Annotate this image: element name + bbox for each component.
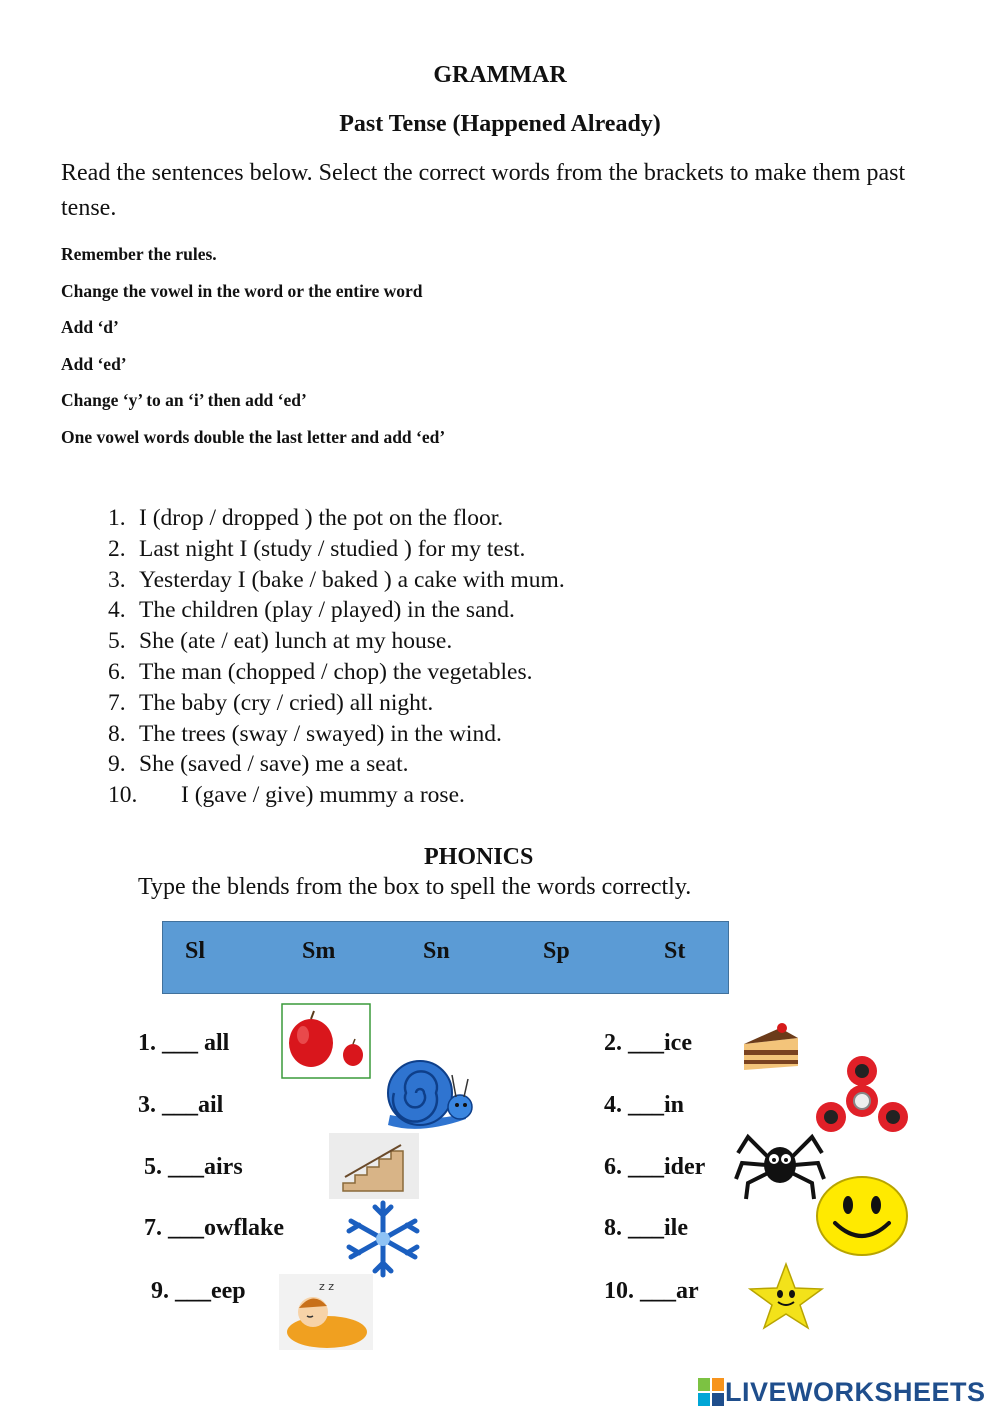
snail-icon (380, 1053, 476, 1137)
rule-item: Change ‘y’ to an ‘i’ then add ‘ed’ (61, 390, 307, 410)
spider-icon (734, 1123, 826, 1203)
sentence-text[interactable]: I (drop / dropped ) the pot on the floor. (139, 505, 504, 531)
blend-blank-input[interactable]: ___ (628, 1092, 664, 1118)
apple-icon (281, 1003, 371, 1079)
phonics-word-2 (604, 1030, 692, 1057)
sentence-number: 8. (108, 721, 126, 747)
cake-slice-icon (740, 1020, 804, 1072)
rule-item: Add ‘d’ (61, 317, 119, 337)
word-number: 2. (604, 1030, 622, 1056)
sentence-number: 10. (108, 782, 138, 808)
phonics-word-5 (144, 1154, 243, 1181)
blend-blank-input[interactable]: ___ (162, 1030, 198, 1056)
sentence-text[interactable]: The children (play / played) in the sand. (139, 597, 515, 623)
sentence-text[interactable]: She (saved / save) me a seat. (139, 751, 409, 777)
word-ending: all (204, 1030, 230, 1056)
blend-box (162, 921, 729, 994)
word-ending: eep (211, 1278, 246, 1304)
word-number: 7. (144, 1215, 162, 1241)
sentence-text[interactable]: She (ate / eat) lunch at my house. (139, 628, 453, 654)
rule-item: One vowel words double the last letter and add ‘ed’ (61, 427, 446, 447)
word-number: 8. (604, 1215, 622, 1241)
phonics-word-3 (138, 1092, 223, 1119)
blend-blank-input[interactable]: ___ (162, 1092, 198, 1118)
word-number: 9. (151, 1278, 169, 1304)
star-icon (748, 1262, 824, 1330)
grammar-instructions: Read the sentences below. Select the correct words from the brackets to make them past tense. (61, 160, 906, 221)
rule-item: Remember the rules. (61, 244, 217, 264)
word-number: 4. (604, 1092, 622, 1118)
phonics-word-4 (604, 1092, 684, 1119)
sentence-text[interactable]: The baby (cry / cried) all night. (139, 690, 434, 716)
phonics-word-6 (604, 1154, 705, 1181)
word-ending: ar (676, 1278, 699, 1304)
phonics-word-8 (604, 1215, 688, 1242)
blend-blank-input[interactable]: ___ (628, 1215, 664, 1241)
sentence-text[interactable]: I (gave / give) mummy a rose. (181, 782, 465, 808)
phonics-word-1 (138, 1030, 229, 1057)
sentence-number: 6. (108, 659, 126, 685)
sentence-text[interactable]: Yesterday I (bake / baked ) a cake with mum. (139, 567, 565, 593)
grammar-subtitle: Past Tense (Happened Already) (339, 111, 661, 137)
blend-option[interactable]: Sp (543, 938, 570, 964)
sentence-text[interactable]: Last night I (study / studied ) for my test. (139, 536, 526, 562)
sentence-number: 4. (108, 597, 126, 623)
blend-option[interactable]: St (664, 938, 686, 964)
word-ending: ile (664, 1215, 688, 1241)
sleeping-child-icon (279, 1274, 373, 1350)
word-number: 1. (138, 1030, 156, 1056)
sentence-text[interactable]: The man (chopped / chop) the vegetables. (139, 659, 533, 685)
svg-text:z z: z z (319, 1280, 335, 1293)
word-ending: ider (664, 1154, 706, 1180)
blend-option[interactable]: Sn (423, 938, 450, 964)
word-number: 10. (604, 1278, 634, 1304)
blend-blank-input[interactable]: ___ (168, 1215, 204, 1241)
snowflake-icon (337, 1199, 429, 1279)
brand-text: LIVEWORKSHEETS (725, 1376, 986, 1407)
word-ending: ail (198, 1092, 224, 1118)
liveworksheets-brand[interactable] (697, 1375, 986, 1409)
phonics-word-9 (151, 1278, 246, 1305)
blend-blank-input[interactable]: ___ (168, 1154, 204, 1180)
fidget-spinner-icon (815, 1055, 909, 1137)
word-ending: airs (204, 1154, 243, 1180)
sentence-text[interactable]: The trees (sway / swayed) in the wind. (139, 721, 502, 747)
phonics-title: PHONICS (424, 844, 534, 870)
word-number: 3. (138, 1092, 156, 1118)
word-number: 6. (604, 1154, 622, 1180)
blend-option[interactable]: Sl (185, 938, 206, 964)
sentence-number: 5. (108, 628, 126, 654)
sentence-number: 7. (108, 690, 126, 716)
blend-blank-input[interactable]: ___ (640, 1278, 676, 1304)
rule-item: Change the vowel in the word or the entire word (61, 281, 423, 301)
word-ending: ice (664, 1030, 692, 1056)
smiley-icon (815, 1175, 909, 1257)
phonics-word-7 (144, 1215, 284, 1242)
rule-item: Add ‘ed’ (61, 354, 127, 374)
liveworksheets-logo-icon (697, 1377, 725, 1407)
word-ending: in (664, 1092, 685, 1118)
phonics-instructions: Type the blends from the box to spell the words correctly. (138, 874, 692, 900)
blend-blank-input[interactable]: ___ (628, 1154, 664, 1180)
stairs-icon (329, 1133, 419, 1199)
word-ending: owflake (204, 1215, 284, 1241)
blend-option[interactable]: Sm (302, 938, 336, 964)
sentence-number: 1. (108, 505, 126, 531)
sentence-number: 2. (108, 536, 126, 562)
blend-blank-input[interactable]: ___ (628, 1030, 664, 1056)
sentence-number: 9. (108, 751, 126, 777)
phonics-word-10 (604, 1278, 699, 1305)
grammar-title: GRAMMAR (433, 62, 567, 88)
blend-blank-input[interactable]: ___ (175, 1278, 211, 1304)
sentence-number: 3. (108, 567, 126, 593)
word-number: 5. (144, 1154, 162, 1180)
